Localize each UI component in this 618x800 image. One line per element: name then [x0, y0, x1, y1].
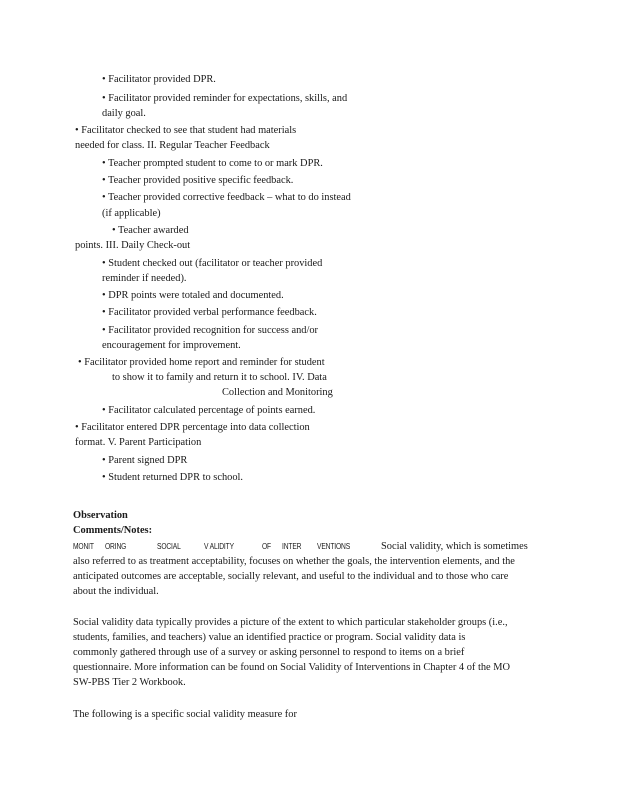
paragraph-line: commonly gathered through use of a survey or asking personnel to respond to items on a brief: [73, 647, 465, 658]
section-heading-word: SOCIAL: [157, 541, 181, 551]
checklist-line: • Facilitator entered DPR percentage into data collection: [75, 422, 310, 433]
paragraph-line: questionnaire. More information can be found on Social Validity of Interventions in Chapter 4 of the MO: [73, 662, 510, 673]
checklist-line: reminder if needed).: [102, 273, 187, 284]
checklist-line: • Facilitator provided verbal performance feedback.: [102, 307, 317, 318]
paragraph-line: Social validity, which is sometimes: [381, 541, 528, 552]
checklist-line: • Teacher provided corrective feedback – what to do instead: [102, 192, 351, 203]
checklist-line: daily goal.: [102, 108, 146, 119]
checklist-line: • Facilitator provided home report and reminder for student: [78, 357, 325, 368]
checklist-line: • Teacher awarded: [112, 225, 189, 236]
section-heading-word: V ALIDITY: [204, 541, 234, 551]
observation-label: Observation: [73, 510, 128, 521]
checklist-section-heading: points. III. Daily Check-out: [75, 240, 191, 251]
checklist-line: • Facilitator calculated percentage of points earned.: [102, 405, 316, 416]
checklist-line: • Facilitator provided DPR.: [102, 74, 216, 85]
checklist-line: • Teacher prompted student to come to or mark DPR.: [102, 158, 323, 169]
comments-label: Comments/Notes:: [73, 525, 153, 536]
checklist-line: (if applicable): [102, 208, 161, 219]
section-heading-word: INTER: [282, 541, 302, 551]
checklist-line: • Facilitator checked to see that student had materials: [75, 125, 297, 136]
paragraph-line: about the individual.: [73, 586, 159, 597]
section-heading-word: ORING: [105, 541, 127, 551]
checklist-section-heading: to show it to family and return it to school. IV. Data: [112, 372, 327, 383]
checklist-section-heading: needed for class. II. Regular Teacher Feedback: [75, 140, 270, 151]
checklist-line: • Parent signed DPR: [102, 455, 188, 466]
paragraph-line: SW-PBS Tier 2 Workbook.: [73, 677, 186, 688]
checklist-line: • Facilitator provided reminder for expectations, skills, and: [102, 93, 348, 104]
paragraph-line: students, families, and teachers) value an identified practice or program. Social validity data is: [73, 632, 466, 643]
section-heading-word: VENTIONS: [317, 541, 351, 551]
checklist-line: • DPR points were totaled and documented.: [102, 290, 284, 301]
paragraph-line: The following is a specific social validity measure for: [73, 709, 297, 720]
paragraph-line: Social validity data typically provides a picture of the extent to which particular stakeholder groups (i.e.,: [73, 617, 508, 628]
section-heading-word: MONIT: [73, 541, 94, 551]
checklist-section-heading: Collection and Monitoring: [222, 387, 333, 398]
checklist-section-heading: format. V. Parent Participation: [75, 437, 202, 448]
checklist-line: • Teacher provided positive specific feedback.: [102, 175, 294, 186]
paragraph-line: also referred to as treatment acceptability, focuses on whether the goals, the intervention elements, and the: [73, 556, 515, 567]
checklist-line: • Student checked out (facilitator or teacher provided: [102, 258, 323, 269]
checklist-line: • Facilitator provided recognition for success and/or: [102, 325, 319, 336]
checklist-line: encouragement for improvement.: [102, 340, 241, 351]
paragraph-line: anticipated outcomes are acceptable, socially relevant, and useful to the individual and to those who care: [73, 571, 509, 582]
checklist-line: • Student returned DPR to school.: [102, 472, 244, 483]
section-heading-word: OF: [262, 541, 272, 551]
